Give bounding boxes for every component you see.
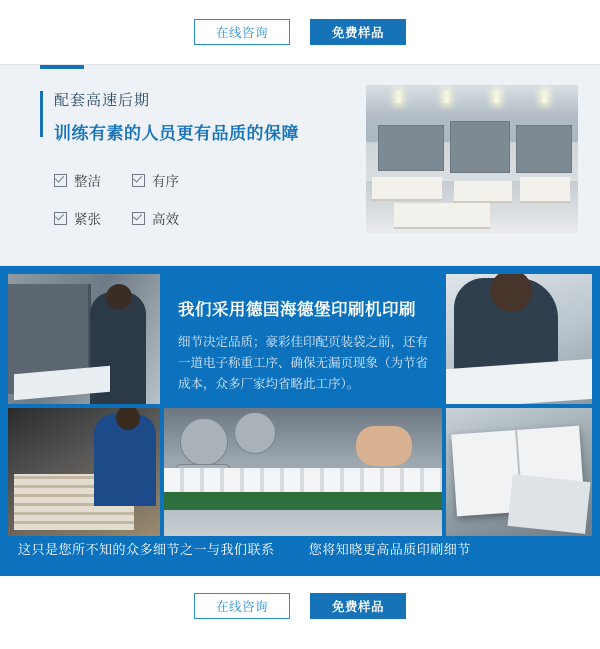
- section-staff-quality: [0, 64, 600, 266]
- online-consult-button-top[interactable]: 在线咨询: [194, 19, 290, 45]
- photo-paper-stack: [520, 177, 570, 203]
- section-heidelberg-press: [0, 266, 600, 576]
- title-accent-bar: [40, 91, 43, 137]
- collage-text-block: [164, 274, 442, 404]
- online-consult-button-bottom[interactable]: 在线咨询: [194, 593, 290, 619]
- checklist-item-label: 整洁: [74, 174, 101, 189]
- checklist-item-label: 紧张: [74, 212, 101, 227]
- checkbox-icon: [54, 174, 67, 187]
- collage-photo-open-magazine: [446, 408, 592, 536]
- checklist-item-label: 高效: [152, 212, 179, 227]
- checklist-item: [132, 208, 210, 228]
- ceiling-lamp-icon: [494, 91, 499, 103]
- photo-machine: [378, 125, 444, 171]
- factory-floor-photo: [366, 85, 578, 233]
- photo-machine: [450, 121, 510, 173]
- collage-body-text: 细节决定品质；豪彩佳印配页装袋之前，还有一道电子称重工序、确保无漏页现象（为节省成本，众多厂家均省略此工序）。: [178, 335, 429, 391]
- photo-collage: [8, 274, 592, 536]
- checklist-item: [132, 170, 210, 190]
- checklist-item-label: 有序: [152, 174, 179, 189]
- checkbox-icon: [54, 212, 67, 225]
- checkbox-icon: [132, 212, 145, 225]
- photo-paper-stack: [394, 203, 490, 229]
- collage-caption: [8, 530, 592, 570]
- ceiling-lamp-icon: [444, 91, 449, 103]
- checklist-item: [54, 208, 132, 228]
- collage-photo-quality-inspection: [446, 274, 592, 404]
- checklist: [54, 170, 336, 228]
- photo-paper-stack: [372, 177, 442, 201]
- free-sample-button-bottom[interactable]: 免费样品: [310, 593, 406, 619]
- section-one-text-block: [36, 83, 336, 255]
- collage-caption-right: 您将知晓更高品质印刷细节: [308, 542, 471, 557]
- section-one-title: 训练有素的人员更有品质的保障: [54, 124, 299, 143]
- collage-caption-left: 这只是您所不知的众多细节之一与我们联系: [18, 542, 275, 557]
- cta-bar-bottom: [0, 576, 600, 636]
- collage-heading: 我们采用德国海德堡印刷机印刷: [178, 301, 416, 319]
- ceiling-lamp-icon: [542, 91, 547, 103]
- collage-photo-worker-at-press: [8, 274, 160, 404]
- free-sample-button-top[interactable]: 免费样品: [310, 19, 406, 45]
- cta-bar-top: [0, 0, 600, 64]
- collage-photo-press-rollers: [164, 408, 442, 536]
- section-one-subtitle: 配套高速后期: [54, 92, 151, 109]
- collage-photo-worker-stacking-books: [8, 408, 160, 536]
- photo-machine: [516, 125, 572, 173]
- photo-paper-stack: [454, 181, 512, 203]
- checklist-item: [54, 170, 132, 190]
- checkbox-icon: [132, 174, 145, 187]
- ceiling-lamp-icon: [396, 91, 401, 103]
